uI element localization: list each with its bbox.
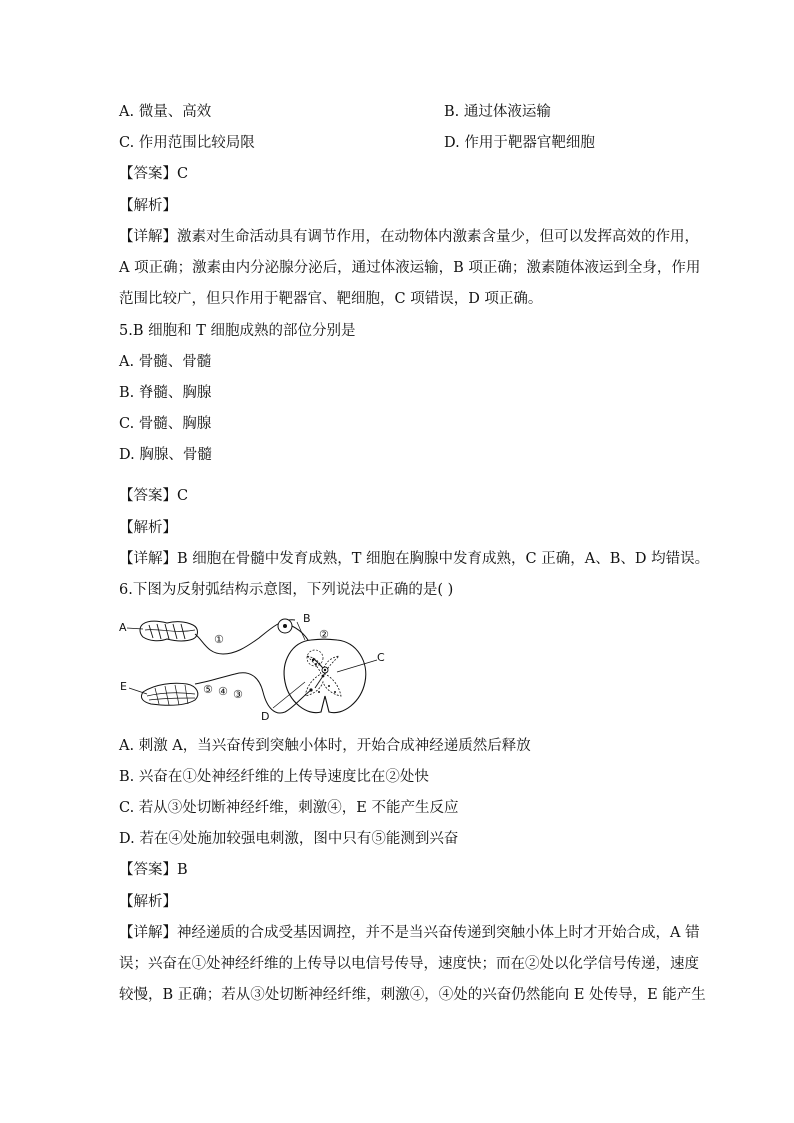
q5-stem: 5.B 细胞和 T 细胞成熟的部位分别是 — [119, 323, 356, 339]
q5-option-d: D. 胸腺、骨髓 — [119, 447, 212, 463]
effector-e-shape — [141, 683, 197, 705]
q4-detail-line-3: 范围比较广，但只作用于靶器官、靶细胞，C 项错误，D 项正确。 — [119, 291, 543, 307]
label-a: A — [119, 621, 127, 634]
spinal-cord-section — [284, 639, 366, 712]
q4-option-b: B. 通过体液运输 — [444, 104, 551, 120]
q6-option-a: A. 刺激 A，当兴奋传到突触小体时，开始合成神经递质然后释放 — [119, 738, 531, 754]
q4-analysis-title: 【解析】 — [119, 198, 177, 214]
q6-detail-line-1: 【详解】神经递质的合成受基因调控，并不是当兴奋传递到突触小体上时才开始合成，A 错 — [119, 925, 700, 941]
q6-option-d: D. 若在④处施加较强电刺激，图中只有⑤能测到兴奋 — [119, 831, 459, 847]
label-b: B — [303, 612, 311, 625]
q5-analysis-title: 【解析】 — [119, 520, 177, 536]
label-1: ① — [214, 633, 224, 646]
q6-answer: 【答案】B — [119, 862, 188, 878]
label-e: E — [120, 680, 127, 693]
q6-stem: 6.下图为反射弧结构示意图，下列说法中正确的是( ) — [119, 582, 454, 598]
label-4: ④ — [218, 685, 228, 698]
label-d: D — [261, 710, 270, 723]
label-c: C — [377, 651, 385, 664]
reflex-arc-diagram — [115, 612, 395, 727]
q6-option-b: B. 兴奋在①处神经纤维的上传导速度比在②处快 — [119, 769, 429, 785]
q4-detail-line-2: A 项正确；激素由内分泌腺分泌后，通过体液运输，B 项正确；激素随体液运到全身，作用 — [119, 260, 701, 276]
q5-option-c: C. 骨髓、胸腺 — [119, 416, 212, 432]
q5-answer: 【答案】C — [119, 488, 189, 504]
q4-option-a: A. 微量、高效 — [119, 104, 212, 120]
q4-answer: 【答案】C — [119, 166, 189, 182]
q6-detail-line-2: 误；兴奋在①处神经纤维的上传导以电信号传导，速度快；而在②处以化学信号传递，速度 — [119, 956, 699, 972]
receptor-a-shape — [140, 621, 198, 641]
q6-analysis-title: 【解析】 — [119, 894, 177, 910]
q6-option-c: C. 若从③处切断神经纤维，刺激④，E 不能产生反应 — [119, 800, 459, 816]
q6-detail-line-3: 较慢，B 正确；若从③处切断神经纤维，刺激④，④处的兴奋仍然能向 E 处传导，E 能产生 — [119, 987, 706, 1003]
label-3: ③ — [233, 688, 243, 701]
q5-detail-line-1: 【详解】B 细胞在骨髓中发育成熟，T 细胞在胸腺中发育成熟，C 正确，A、B、D 均错误。 — [119, 551, 710, 567]
label-2: ② — [319, 628, 329, 641]
q5-option-a: A. 骨髓、骨髓 — [119, 354, 212, 370]
label-5: ⑤ — [203, 683, 213, 696]
dorsal-root-ganglion — [278, 619, 292, 633]
q4-option-d: D. 作用于靶器官靶细胞 — [444, 135, 595, 151]
q4-detail-line-1: 【详解】激素对生命活动具有调节作用，在动物体内激素含量少，但可以发挥高效的作用， — [119, 229, 699, 245]
q5-option-b: B. 脊髓、胸腺 — [119, 385, 212, 401]
q4-option-c: C. 作用范围比较局限 — [119, 135, 255, 151]
